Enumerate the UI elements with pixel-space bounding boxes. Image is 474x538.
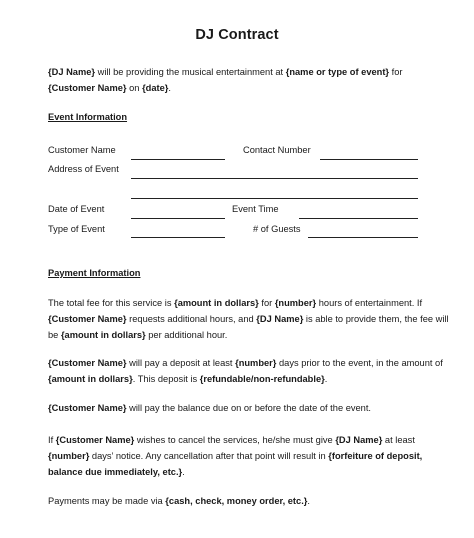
payment-text: Payments may be made via [48,496,166,506]
payment-text: If [48,435,56,445]
payment-text: for [258,298,275,308]
customer-name-placeholder: {Customer Name} [55,435,135,445]
customer-name-field[interactable] [131,159,225,160]
amount-placeholder: {amount in dollars} [60,330,146,340]
number-placeholder: {number} [274,298,317,308]
intro-text: will be providing the musical entertainment at [95,67,286,77]
payment-p2-line-2 [48,370,327,388]
dj-name-placeholder: {DJ Name} [48,67,96,77]
payment-text: will pay a deposit at least [126,358,236,368]
number-of-guests-label: # of Guests [253,224,301,234]
forfeiture-placeholder: balance due immediately, etc.} [48,467,183,477]
payment-p5 [48,492,310,510]
amount-placeholder: {amount in dollars} [174,298,259,308]
payment-text: at least [382,435,415,445]
payment-text: . [182,467,185,477]
intro-text: on [126,83,143,93]
number-of-guests-field[interactable] [308,237,418,238]
payment-text: hours of entertainment. If [316,298,423,308]
number-placeholder: {number} [235,358,277,368]
intro-text: for [389,67,403,77]
payment-p1-line-3 [48,326,227,344]
event-name-placeholder: {name or type of event} [285,67,390,77]
payment-text: be [48,330,61,340]
document-title: DJ Contract [195,27,279,43]
address-of-event-field-line-2[interactable] [131,198,418,199]
amount-placeholder: {amount in dollars} [48,374,133,384]
payment-p3 [48,399,371,417]
address-of-event-label: Address of Event [48,164,119,174]
address-of-event-field[interactable] [131,178,418,179]
type-of-event-label: Type of Event [48,224,105,234]
customer-name-label: Customer Name [48,145,116,155]
payment-text: will pay the balance due on or before the date of the event. [126,403,372,413]
date-of-event-label: Date of Event [48,204,105,214]
dj-name-placeholder: {DJ Name} [335,435,383,445]
date-of-event-field[interactable] [131,218,225,219]
refundable-placeholder: {refundable/non-refundable} [199,374,325,384]
payment-text: per additional hour. [145,330,228,340]
payment-text: . [324,374,328,384]
intro-line-2 [48,79,171,97]
dj-name-placeholder: {DJ Name} [256,314,304,324]
payment-text: wishes to cancel the services, he/she must give [134,435,336,445]
payment-text: requests additional hours, and [126,314,257,324]
customer-name-placeholder: {Customer Name} [48,403,127,413]
payment-text: days’ notice. Any cancellation after that point will result in [89,451,329,461]
date-placeholder: {date} [142,83,169,93]
contact-number-label: Contact Number [243,145,311,155]
payment-p4-line-3 [48,463,185,481]
intro-text: . [168,83,172,93]
payment-text: . [307,496,310,506]
type-of-event-field[interactable] [131,237,225,238]
contact-number-field[interactable] [320,159,418,160]
event-time-field[interactable] [299,218,418,219]
forfeiture-placeholder: {forfeiture of deposit, [328,451,423,461]
payment-text: is able to provide them, the fee will [303,314,449,324]
payment-information-heading: Payment Information [48,268,141,278]
customer-name-placeholder: {Customer Name} [48,358,127,368]
customer-name-placeholder: {Customer Name} [48,314,127,324]
payment-text: days prior to the event, in the amount of [276,358,443,368]
payment-methods-placeholder: {cash, check, money order, etc.} [165,496,308,506]
payment-text: . This deposit is [132,374,200,384]
number-placeholder: {number} [48,451,90,461]
event-information-heading: Event Information [48,112,128,122]
event-time-label: Event Time [232,204,279,214]
customer-name-placeholder: {Customer Name} [48,83,127,93]
payment-text: The total fee for this service is [48,298,175,308]
